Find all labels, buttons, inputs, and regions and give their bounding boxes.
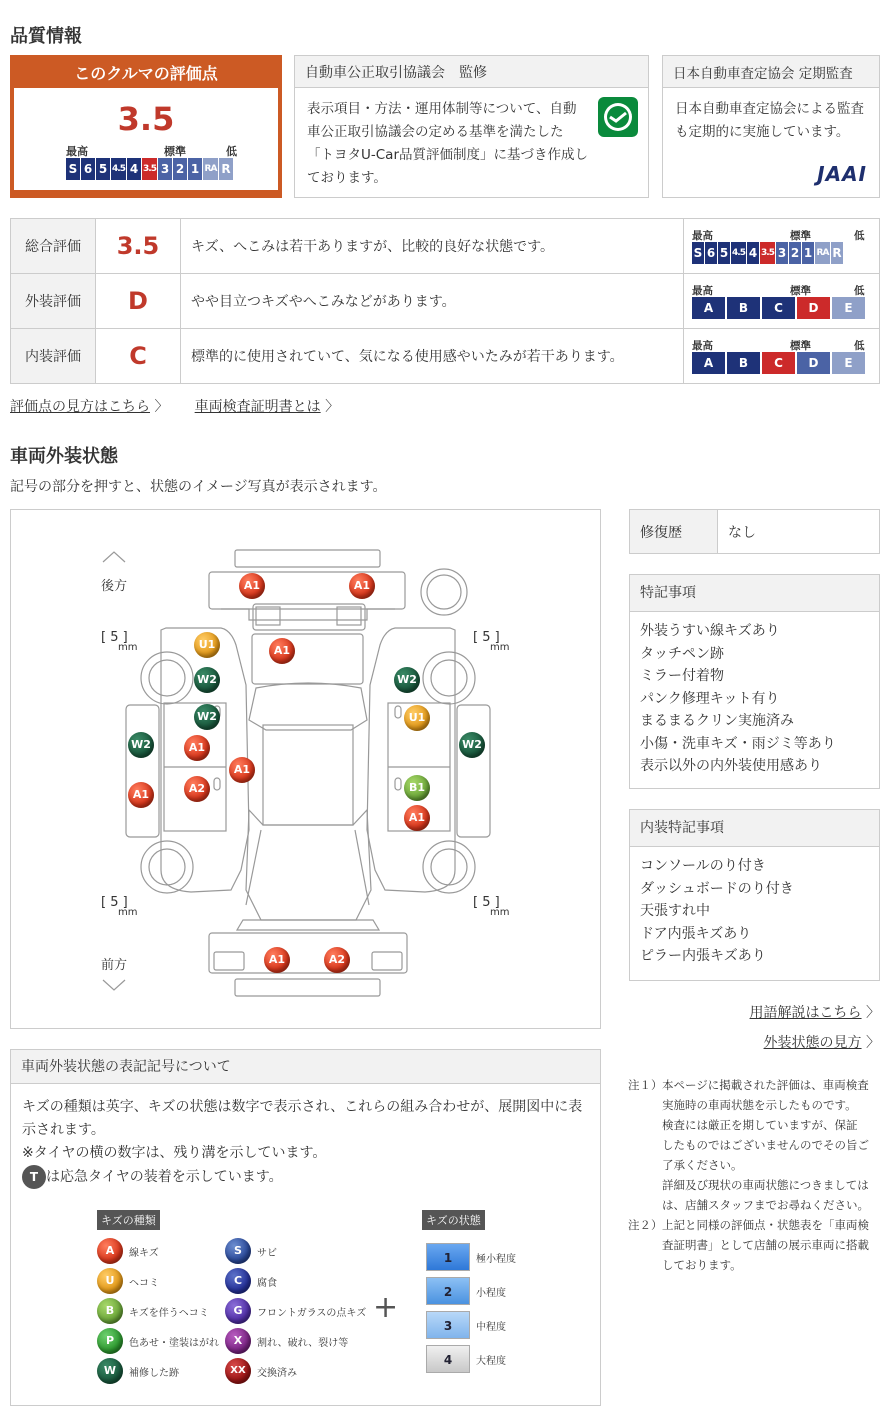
scale-standard-label: 標準 — [164, 145, 186, 158]
rating-row — [11, 329, 880, 384]
tread-front-right: [ 5 ] mm — [473, 895, 510, 918]
tread-unit: mm — [490, 642, 510, 653]
damage-mark-a1[interactable]: A1 — [184, 735, 210, 761]
scale-best-label: 最高 — [692, 230, 713, 242]
repair-table — [629, 509, 880, 554]
scale-cell: E — [832, 297, 865, 319]
scale-cell: 4.5 — [731, 242, 746, 264]
damage-type-label: 腐食 — [257, 1277, 277, 1289]
rating-label: 総合評価 — [11, 219, 96, 274]
interior-box — [629, 809, 880, 981]
damage-type-label: 補修した跡 — [129, 1367, 179, 1379]
damage-mark-a2[interactable]: A2 — [184, 776, 210, 802]
spare-tire-icon: T — [22, 1165, 46, 1189]
scale-cell: 2 — [173, 158, 187, 180]
legend-line2: ※タイヤの横の数字は、残り溝を示しています。 — [22, 1145, 327, 1161]
special-title: 特記事項 — [630, 575, 879, 612]
note-line: は、店舗スタッフまでお尋ねください。 — [662, 1198, 869, 1212]
damage-mark-w2[interactable]: W2 — [459, 732, 485, 758]
rear-label: 後方 — [101, 579, 128, 594]
damage-mark-w2[interactable]: W2 — [194, 704, 220, 730]
note-line: 実施時の車両状態を示したものです。 — [662, 1098, 857, 1112]
rating-scale — [692, 352, 871, 374]
rating-card-scale — [66, 158, 234, 180]
rating-label: 内装評価 — [11, 329, 96, 384]
links-row — [10, 396, 339, 416]
scale-cell: 3 — [158, 158, 172, 180]
rating-scale-cell — [684, 274, 880, 329]
note-line: 検査には厳正を期していますが、保証 — [662, 1118, 858, 1132]
quality-section-title: 品質情報 — [10, 26, 82, 47]
damage-mark-a1[interactable]: A1 — [239, 573, 265, 599]
notes — [628, 1075, 880, 1275]
scale-cell: S — [66, 158, 80, 180]
scale-best-label: 最高 — [692, 340, 713, 352]
damage-state-item — [426, 1308, 516, 1342]
repair-value: なし — [718, 510, 880, 554]
scale-cell: R — [219, 158, 233, 180]
damage-type-icon: W — [97, 1358, 123, 1384]
jaai-body: 日本自動車査定協会による監査も定期的に実施しています。 — [675, 101, 864, 140]
jaai-box — [662, 55, 880, 198]
damage-type-icon: XX — [225, 1358, 251, 1384]
note-line: 了承ください。 — [662, 1158, 743, 1172]
chevron-right-icon: 〉 — [320, 399, 340, 415]
certificate-link[interactable]: 車両検査証明書とは — [194, 399, 321, 415]
scale-cell: D — [797, 297, 830, 319]
glossary-link[interactable]: 用語解説はこちら — [749, 1005, 862, 1021]
damage-mark-b1[interactable]: B1 — [404, 775, 430, 801]
rating-scale-labels — [692, 338, 871, 351]
chevron-right-icon: 〉 — [861, 1035, 880, 1051]
scale-best-label: 最高 — [66, 145, 88, 158]
special-item: まるまるクリン実施済み — [640, 713, 794, 729]
scale-low-label: 低 — [854, 230, 865, 242]
jaai-title: 日本自動車査定協会 定期監査 — [663, 56, 879, 88]
exterior-howto-link-row — [764, 1032, 880, 1052]
damage-type-label: 色あせ・塗装はがれ — [129, 1337, 219, 1349]
damage-type-item — [225, 1236, 366, 1266]
scale-cell: 2 — [789, 242, 801, 264]
rating-howto-link[interactable]: 評価点の見方はこちら — [10, 399, 150, 415]
scale-low-label: 低 — [854, 285, 865, 297]
scale-cell: 4.5 — [111, 158, 126, 180]
kosei-logo-icon — [598, 97, 638, 137]
rating-scale — [692, 242, 871, 264]
scale-cell: 5 — [96, 158, 110, 180]
exterior-howto-link[interactable]: 外装状態の見方 — [763, 1035, 862, 1051]
damage-state-item — [426, 1240, 516, 1274]
rating-desc: やや目立つキズやへこみなどがあります。 — [181, 274, 684, 329]
exterior-title: 車両外装状態 — [10, 446, 118, 467]
types-left-list — [97, 1236, 219, 1386]
scale-cell: 5 — [718, 242, 730, 264]
rating-desc: キズ、へこみは若干ありますが、比較的良好な状態です。 — [181, 219, 684, 274]
scale-cell: B — [727, 297, 760, 319]
damage-type-icon: B — [97, 1298, 123, 1324]
rating-scale-labels — [692, 228, 871, 241]
rating-value: 3.5 — [96, 219, 181, 274]
scale-cell: B — [727, 352, 760, 374]
damage-state-label: 中程度 — [476, 1321, 506, 1333]
legend-line3-row — [22, 1165, 589, 1189]
damage-type-label: フロントガラスの点キズ — [257, 1307, 367, 1319]
damage-type-icon: G — [225, 1298, 251, 1324]
damage-state-item — [426, 1274, 516, 1308]
damage-mark-w2[interactable]: W2 — [194, 667, 220, 693]
damage-type-item — [225, 1266, 366, 1296]
damage-type-item — [97, 1326, 219, 1356]
scale-cell: 3.5 — [142, 158, 157, 180]
legend-title: 車両外装状態の表記記号について — [11, 1050, 600, 1084]
scale-cell: 1 — [802, 242, 814, 264]
interior-item: ピラー内張キズあり — [640, 948, 766, 964]
scale-cell: A — [692, 297, 725, 319]
front-label: 前方 — [101, 958, 128, 973]
rating-card-title: このクルマの評価点 — [74, 64, 218, 83]
rating-scale-cell — [684, 329, 880, 384]
special-item: 外装うすい線キズあり — [640, 623, 780, 639]
note1-label: 注１） — [628, 1078, 663, 1092]
damage-mark-a1[interactable]: A1 — [229, 757, 255, 783]
damage-type-label: 割れ、破れ、裂け等 — [257, 1337, 349, 1349]
damage-type-label: 交換済み — [257, 1367, 297, 1379]
legend-line3: は応急タイヤの装着を示しています。 — [46, 1169, 283, 1185]
kosei-body: 表示項目・方法・運用体制等について、自動車公正取引協議会の定める基準を満たした「トヨタU-Car品質評価制度」に基づき作成しております。 — [307, 101, 589, 186]
tread-unit: mm — [490, 907, 510, 918]
rating-desc: 標準的に使用されていて、気になる使用感やいたみが若干あります。 — [181, 329, 684, 384]
scale-cell: C — [762, 352, 795, 374]
kosei-title: 自動車公正取引協議会 監修 — [295, 56, 648, 88]
damage-state-label: 小程度 — [476, 1287, 506, 1299]
interior-item: 天張すれ中 — [640, 903, 710, 919]
scale-cell: R — [831, 242, 843, 264]
damage-type-label: キズを伴うヘコミ — [129, 1307, 209, 1319]
scale-standard-label: 標準 — [790, 285, 811, 297]
states-list — [426, 1240, 516, 1376]
types-right-list — [225, 1236, 366, 1386]
scale-cell: 4 — [127, 158, 141, 180]
note2-label: 注２） — [628, 1218, 663, 1232]
tread-value: 5 — [482, 895, 491, 910]
interior-item: コンソールのり付き — [640, 858, 766, 874]
damage-type-label: サビ — [257, 1247, 277, 1259]
damage-mark-u1[interactable]: U1 — [404, 705, 430, 731]
glossary-link-row — [750, 1002, 880, 1022]
rating-value: C — [96, 329, 181, 384]
scale-standard-label: 標準 — [790, 230, 811, 242]
types-title: キズの種類 — [97, 1210, 160, 1230]
interior-list — [630, 847, 879, 976]
special-item: 表示以外の内外装使用感あり — [640, 758, 822, 774]
rating-value: D — [96, 274, 181, 329]
tread-value: 5 — [110, 895, 119, 910]
damage-state-badge: 2 — [426, 1277, 470, 1305]
scale-low-label: 低 — [854, 340, 865, 352]
damage-type-icon: U — [97, 1268, 123, 1294]
special-list — [630, 612, 879, 786]
ratings-table — [10, 218, 880, 384]
scale-cell: 4 — [747, 242, 759, 264]
car-outline — [11, 510, 600, 1028]
tread-rear-left: [ 5 ] mm — [101, 630, 138, 653]
scale-cell: RA — [815, 242, 830, 264]
damage-type-icon: X — [225, 1328, 251, 1354]
damage-state-badge: 3 — [426, 1311, 470, 1339]
damage-mark-u1[interactable]: U1 — [194, 632, 220, 658]
rating-score: 3.5 — [117, 100, 175, 138]
note-line: 詳細及び現状の車両状態につきましては — [662, 1178, 869, 1192]
damage-type-item — [225, 1356, 366, 1386]
tread-rear-right: [ 5 ] mm — [473, 630, 510, 653]
special-item: ミラー付着物 — [640, 668, 724, 684]
scale-best-label: 最高 — [692, 285, 713, 297]
scale-cell: S — [692, 242, 704, 264]
damage-mark-a2[interactable]: A2 — [324, 947, 350, 973]
repair-label: 修復歴 — [630, 510, 718, 554]
scale-low-label: 低 — [226, 145, 237, 158]
rating-row — [11, 219, 880, 274]
damage-mark-a1[interactable]: A1 — [349, 573, 375, 599]
scale-cell: A — [692, 352, 725, 374]
rating-row — [11, 274, 880, 329]
note-line: 上記と同様の評価点・状態表を「車両検 — [662, 1218, 869, 1232]
special-item: パンク修理キット有り — [640, 690, 780, 707]
rating-card — [10, 55, 282, 198]
special-item: タッチペン跡 — [640, 645, 724, 662]
scale-cell: 6 — [81, 158, 95, 180]
note-line: 査証明書」として店舗の展示車両に搭載 — [662, 1238, 869, 1252]
interior-title: 内装特記事項 — [630, 810, 879, 847]
damage-type-icon: P — [97, 1328, 123, 1354]
rating-scale-cell — [684, 219, 880, 274]
scale-cell: C — [762, 297, 795, 319]
damage-type-icon: C — [225, 1268, 251, 1294]
rating-card-body — [14, 88, 278, 190]
scale-cell: RA — [203, 158, 218, 180]
damage-type-item — [97, 1356, 219, 1386]
legend-line1: キズの種類は英字、キズの状態は数字で表示され、これらの組み合わせが、展開図中に表示されます。 — [22, 1099, 583, 1138]
jaai-logo: JAAI — [817, 162, 867, 186]
scale-standard-label: 標準 — [790, 340, 811, 352]
damage-state-badge: 1 — [426, 1243, 470, 1271]
damage-type-item — [97, 1236, 219, 1266]
states-title: キズの状態 — [422, 1210, 485, 1230]
exterior-subtitle: 記号の部分を押すと、状態のイメージ写真が表示されます。 — [10, 479, 387, 495]
damage-state-item — [426, 1342, 516, 1376]
chevron-right-icon: 〉 — [150, 399, 169, 415]
interior-item: ダッシュボードのり付き — [640, 880, 794, 897]
tread-unit: mm — [118, 642, 138, 653]
note1-text — [662, 1075, 869, 1215]
damage-type-item — [97, 1266, 219, 1296]
damage-mark-a1[interactable]: A1 — [404, 805, 430, 831]
damage-type-item — [225, 1326, 366, 1356]
damage-type-icon: S — [225, 1238, 251, 1264]
scale-cell: D — [797, 352, 830, 374]
tread-value: 5 — [482, 630, 491, 645]
scale-cell: 6 — [705, 242, 717, 264]
note-line: したものではございませんのでその旨ご — [662, 1138, 869, 1152]
rating-scale-labels — [692, 283, 871, 296]
rating-scale — [692, 297, 871, 319]
damage-type-label: ヘコミ — [129, 1277, 159, 1289]
tread-unit: mm — [118, 907, 138, 918]
damage-type-item — [97, 1296, 219, 1326]
tread-front-left: [ 5 ] mm — [101, 895, 138, 918]
note-line: しております。 — [662, 1258, 742, 1272]
damage-mark-a1[interactable]: A1 — [269, 638, 295, 664]
plus-sign: + — [373, 1290, 399, 1325]
kosei-box — [294, 55, 649, 198]
scale-cell: 3 — [776, 242, 788, 264]
damage-type-label: 線キズ — [129, 1247, 159, 1259]
damage-mark-a1[interactable]: A1 — [264, 947, 290, 973]
car-diagram — [10, 509, 601, 1029]
note-line: 本ページに掲載された評価は、車両検査 — [662, 1078, 869, 1092]
special-box — [629, 574, 880, 789]
scale-cell: 3.5 — [760, 242, 775, 264]
damage-mark-w2[interactable]: W2 — [394, 667, 420, 693]
damage-state-badge: 4 — [426, 1345, 470, 1373]
damage-type-item — [225, 1296, 366, 1326]
damage-state-label: 極小程度 — [476, 1253, 516, 1265]
chevron-right-icon: 〉 — [861, 1005, 880, 1021]
damage-state-label: 大程度 — [476, 1355, 506, 1367]
scale-cell: E — [832, 352, 865, 374]
damage-mark-w2[interactable]: W2 — [128, 732, 154, 758]
scale-cell: 1 — [188, 158, 202, 180]
legend-box — [10, 1049, 601, 1406]
rating-label: 外装評価 — [11, 274, 96, 329]
note2-text — [662, 1215, 869, 1275]
special-item: 小傷・洗車キズ・雨ジミ等あり — [640, 735, 836, 752]
interior-item: ドア内張キズあり — [640, 925, 752, 942]
damage-type-icon: A — [97, 1238, 123, 1264]
damage-mark-a1[interactable]: A1 — [128, 782, 154, 808]
tread-value: 5 — [110, 630, 119, 645]
